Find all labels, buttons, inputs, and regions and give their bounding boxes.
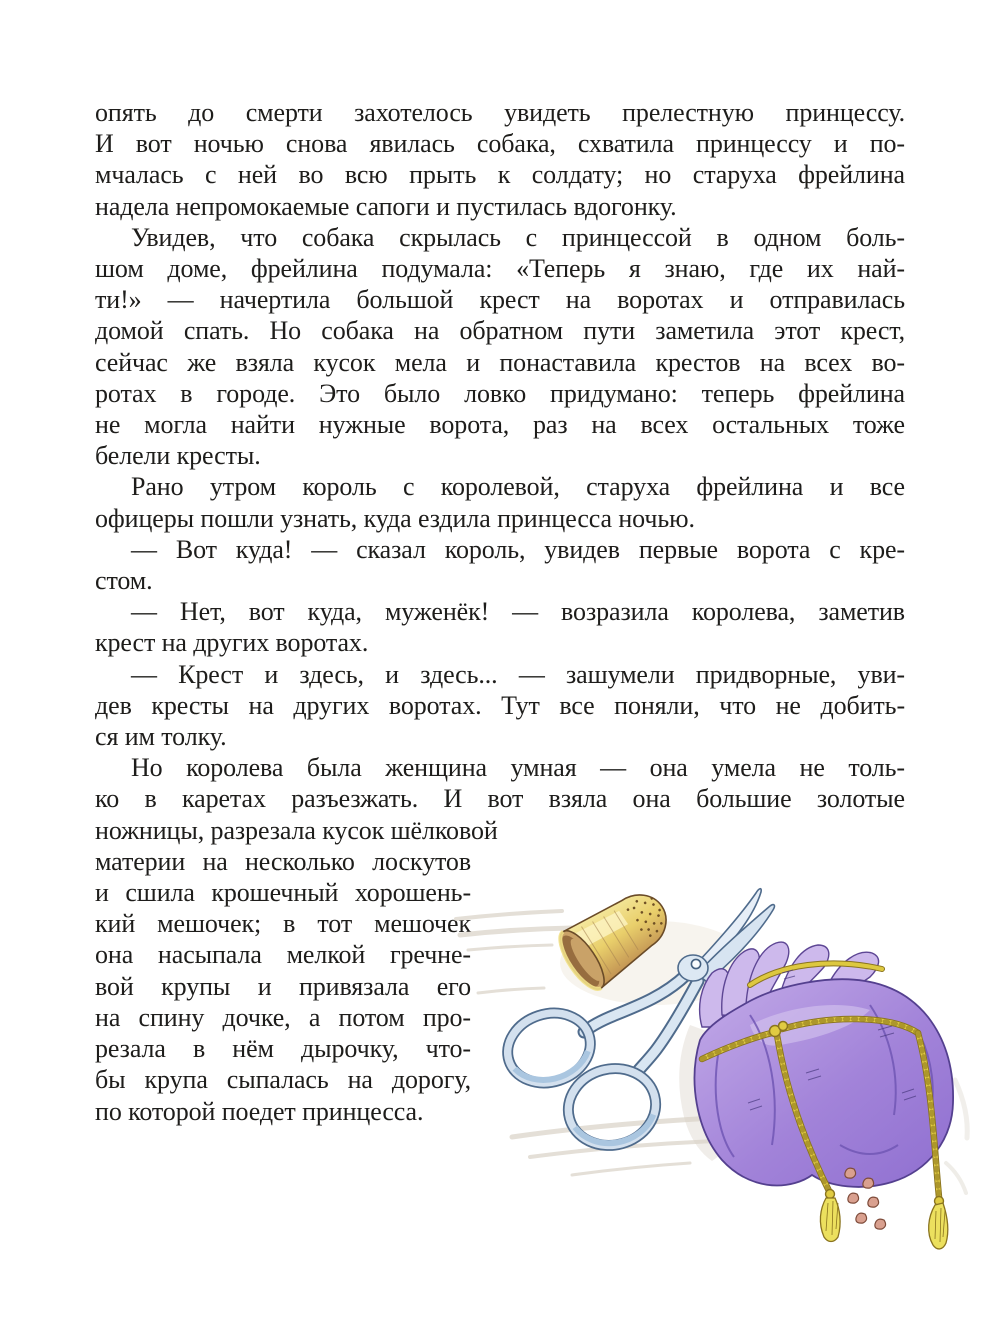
text-line: надела непромокаемые сапоги и пустилась вдогонку. [95,191,677,221]
pouch-illustration [695,942,954,1249]
text-line: дев кресты на других воротах. Тут все поняли, что не добить- [95,690,905,720]
wrapped-text-column [95,846,471,1127]
text-line: материи на несколько лоскутов [95,846,471,876]
text-line: ти!» — начертила большой крест на воротах и отправилась [95,285,905,315]
text-line: ся им толку. [95,722,227,752]
text-line: Но королева была женщина умная — она умела не толь- [131,753,905,783]
text-line: шом доме, фрейлина подумала: «Теперь я знаю, где их най- [95,254,905,284]
text-line: ножницы, разрезала кусок шёлковой [95,815,498,845]
text-line: ко в каретах разъезжать. И вот взяла она большие золотые [95,784,905,814]
text-line: по которой поедет принцесса. [95,1096,424,1126]
text-line: Увидев, что собака скрылась с принцессой в одном боль- [131,222,905,252]
text-line: ротах в городе. Это было ловко придумано: теперь фрейлина [95,378,905,408]
text-line: офицеры пошли узнать, куда ездила принцесса ночью. [95,503,695,533]
text-line: не могла найти нужные ворота, раз на всех остальных тоже [95,410,905,440]
text-line: бы крупа сыпалась на дорогу, [95,1065,471,1095]
text-line: крест на других воротах. [95,628,369,658]
text-line: И вот ночью снова явилась собака, схватила принцессу и по- [95,129,905,159]
text-line: опять до смерти захотелось увидеть прелестную принцессу. [95,98,905,127]
text-line: Рано утром король с королевой, старуха фрейлина и все [131,472,905,502]
text-line: сейчас же взяла кусок мела и понаставила крестов на всех во- [95,347,905,377]
text-line: кий мешочек; в тот мешочек [95,909,471,939]
text-line: на спину дочке, а потом про- [95,1002,471,1032]
text-line: — Нет, вот куда, муженёк! — возразила королева, заметив [131,597,905,627]
text-line: белели кресты. [95,441,261,471]
text-line: мчалась с ней во всю прыть к солдату; но старуха фрейлина [95,160,905,190]
text-line: и сшила крошечный хорошень- [95,878,471,908]
illustration-thimble-scissors-pouch [450,845,980,1265]
text-line: — Крест и здесь, и здесь... — зашумели придворные, уви- [131,659,905,689]
text-line: стом. [95,566,153,596]
text-line: — Вот куда! — сказал король, увидев первые ворота с кре- [131,534,905,564]
text-line: вой крупы и привязала его [95,971,471,1001]
text-line: домой спать. Но собака на обратном пути заметила этот крест, [95,316,905,346]
text-line: она насыпала мелкой гречне- [95,940,471,970]
text-line: резала в нём дырочку, что- [95,1034,471,1064]
cord-tassels [820,1190,948,1249]
